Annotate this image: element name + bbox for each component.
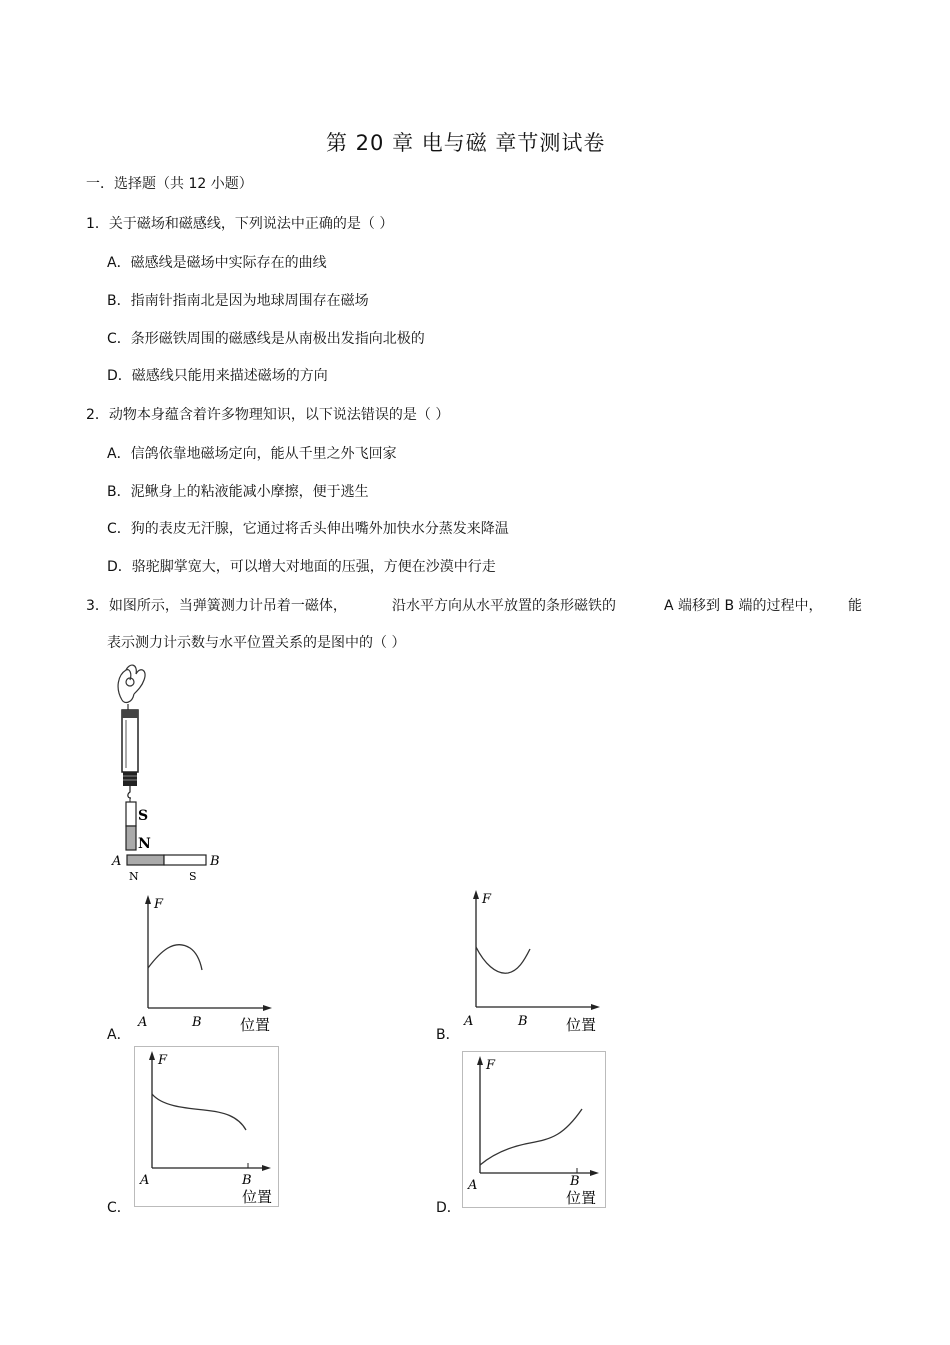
question-3-stem-part-4: 能 xyxy=(848,598,862,614)
hanging-magnet-s-half xyxy=(126,802,136,826)
graph-b-x-label: 位置 xyxy=(566,1016,597,1034)
question-2-option-a: A．信鸽依靠地磁场定向，能从千里之外飞回家 xyxy=(107,446,397,462)
magnet-s-label: S xyxy=(138,808,149,824)
graph-d-option-label: D． xyxy=(436,1200,461,1216)
bar-n-label: N xyxy=(129,870,139,883)
graph-c xyxy=(134,1046,280,1208)
graph-c-option-label: C． xyxy=(107,1200,131,1216)
question-2-option-c: C．狗的表皮无汗腺，它通过将舌头伸出嘴外加快水分蒸发来降温 xyxy=(107,521,509,537)
graph-a-x-label: 位置 xyxy=(240,1016,271,1034)
question-1-option-c: C．条形磁铁周围的磁感线是从南极出发指向北极的 xyxy=(107,331,425,347)
hanging-magnet-n-half xyxy=(126,826,136,850)
question-3-stem-part-3: A 端移到 B 端的过程中， xyxy=(664,598,823,614)
graph-a-x-start: A xyxy=(138,1015,148,1030)
page-title: 第 20 章 电与磁 章节测试卷 xyxy=(326,131,606,155)
graph-d xyxy=(462,1051,607,1209)
spring-scale-body xyxy=(122,710,138,772)
graph-b-option-label: B． xyxy=(436,1027,460,1043)
graph-b xyxy=(458,885,608,1035)
graph-b-y-label: F xyxy=(482,892,492,907)
graph-d-y-label: F xyxy=(486,1058,496,1073)
graph-c-x-label: 位置 xyxy=(242,1188,273,1206)
graph-b-x-start: A xyxy=(464,1014,474,1029)
graph-a-y-label: F xyxy=(154,897,164,912)
question-2-stem: 2．动物本身蕴含着许多物理知识，以下说法错误的是（ ） xyxy=(86,407,450,423)
question-3-stem-line-2: 表示测力计示数与水平位置关系的是图中的（ ） xyxy=(107,635,406,651)
graph-d-x-start: A xyxy=(468,1178,478,1193)
graph-c-y-label: F xyxy=(158,1053,168,1068)
question-3-stem-part-1: 3．如图所示，当弹簧测力计吊着一磁体， xyxy=(86,598,347,614)
question-1-stem: 1．关于磁场和磁感线，下列说法中正确的是（ ） xyxy=(86,216,394,232)
bar-magnet-n-half xyxy=(127,855,164,865)
question-2-option-b: B．泥鳅身上的粘液能减小摩擦，便于逃生 xyxy=(107,484,369,500)
bar-a-label: A xyxy=(112,854,122,869)
graph-c-curve xyxy=(152,1094,246,1130)
question-1-option-a: A．磁感线是磁场中实际存在的曲线 xyxy=(107,255,327,271)
question-3-stem-part-2: 沿水平方向从水平放置的条形磁铁的 xyxy=(392,598,616,614)
bar-b-label: B xyxy=(210,854,220,869)
bar-s-label: S xyxy=(189,870,197,883)
graph-b-curve xyxy=(476,947,530,973)
graph-d-x-label: 位置 xyxy=(566,1189,597,1207)
graph-d-curve xyxy=(480,1109,582,1165)
graph-a xyxy=(130,890,280,1035)
magnet-n-label: N xyxy=(138,836,151,852)
question-1-option-b: B．指南针指南北是因为地球周围存在磁场 xyxy=(107,293,369,309)
graph-c-x-end: B xyxy=(242,1173,252,1188)
graph-a-x-end: B xyxy=(192,1015,202,1030)
graph-b-x-end: B xyxy=(518,1014,528,1029)
graph-d-x-end: B xyxy=(570,1174,580,1189)
spring-scale-cap xyxy=(122,710,138,718)
bar-magnet-s-half xyxy=(164,855,206,865)
section-heading: 一．选择题（共 12 小题） xyxy=(86,176,253,192)
spring-scale-bottom xyxy=(123,772,137,786)
graph-a-option-label: A． xyxy=(107,1027,131,1043)
hand-icon xyxy=(118,665,145,710)
question-2-option-d: D．骆驼脚掌宽大，可以增大对地面的压强，方便在沙漠中行走 xyxy=(107,559,496,575)
hook-icon xyxy=(128,786,131,798)
spring-scale-figure xyxy=(100,660,230,885)
question-1-option-d: D．磁感线只能用来描述磁场的方向 xyxy=(107,368,328,384)
graph-c-x-start: A xyxy=(140,1173,150,1188)
graph-a-curve xyxy=(148,945,202,970)
